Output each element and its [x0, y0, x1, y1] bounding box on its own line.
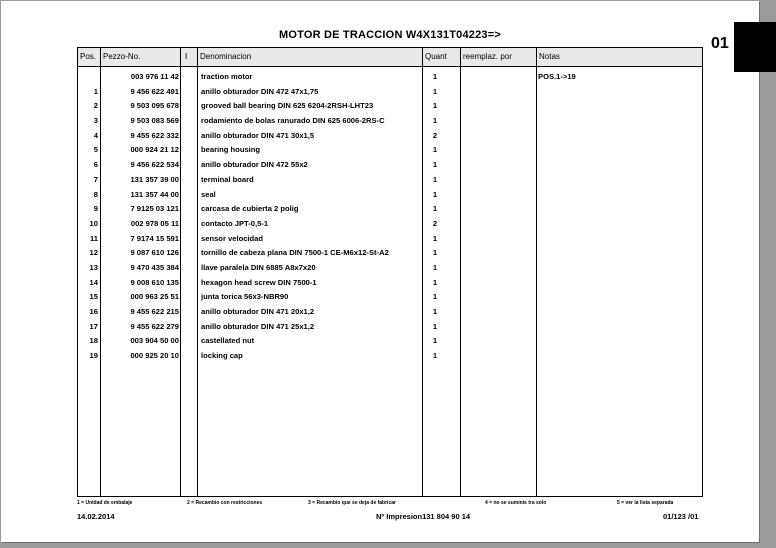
row-pos: 14 [89, 277, 98, 287]
table-row [78, 188, 702, 203]
row-pos: 18 [89, 336, 98, 346]
row-quantity: 1 [432, 277, 438, 287]
legend-note-5: 5 = ver la lista separada [617, 500, 674, 506]
header-i: I [180, 48, 197, 66]
row-pos: 8 [93, 189, 98, 199]
footer-legend [77, 500, 703, 510]
table-header [78, 48, 702, 67]
row-part-number: 9 503 083 569 [130, 116, 179, 126]
row-description: castellated nut [201, 336, 255, 346]
row-pos: 1 [93, 86, 98, 96]
row-quantity: 1 [432, 189, 438, 199]
row-part-number: 9 470 435 384 [130, 262, 179, 272]
row-quantity: 1 [432, 160, 438, 170]
row-part-number: 131 357 39 00 [130, 174, 179, 184]
row-part-number: 131 357 44 00 [130, 189, 179, 199]
page-number: 01/123 /01 [663, 512, 699, 521]
row-description: sensor velocidad [201, 233, 264, 243]
row-quantity: 1 [432, 233, 438, 243]
row-description: traction motor [201, 72, 253, 81]
row-part-number: 9 455 622 279 [130, 321, 179, 331]
row-part-number: 000 925 20 10 [130, 351, 179, 361]
row-quantity: 1 [432, 262, 438, 272]
row-part-number: 7 9125 03 121 [130, 204, 179, 214]
row-description: bearing housing [201, 145, 261, 155]
row-part-number: 9 455 622 215 [130, 307, 179, 316]
print-date: 14.02.2014 [77, 512, 115, 521]
row-quantity: 2 [432, 218, 438, 228]
row-quantity: 1 [432, 248, 438, 258]
legend-note-2: 2 = Recambio con restricciones [187, 500, 263, 506]
row-notes: POS.1->19 [538, 72, 576, 81]
row-description: anillo obturador DIN 471 30x1,5 [201, 130, 315, 140]
table-row [78, 334, 702, 349]
row-quantity: 1 [432, 86, 438, 96]
row-description: locking cap [201, 351, 243, 361]
table-row [78, 232, 702, 247]
row-description: anillo obturador DIN 472 47x1,75 [201, 86, 319, 96]
row-description: anillo obturador DIN 471 20x1,2 [201, 307, 315, 316]
row-pos: 13 [89, 262, 98, 272]
table-row [78, 129, 702, 144]
row-description: junta torica 56x3-NBR90 [201, 292, 289, 302]
table-row [78, 202, 702, 217]
table-row [78, 114, 702, 129]
row-part-number: 7 9174 15 591 [130, 233, 179, 243]
row-pos: 5 [93, 145, 98, 155]
row-part-number: 000 924 21 12 [130, 145, 179, 155]
row-description: carcasa de cubierta 2 polig [201, 204, 299, 214]
row-part-number: 9 455 622 332 [130, 130, 179, 140]
print-number: Nº Impresion131 804 90 14 [376, 512, 471, 521]
row-quantity: 1 [432, 145, 438, 155]
row-description: hexagon head screw DIN 7500-1 [201, 277, 317, 287]
header-quant: Quant [422, 48, 460, 66]
row-pos: 2 [93, 101, 98, 111]
row-description: anillo obturador DIN 472 55x2 [201, 160, 308, 170]
legend-note-3: 3 = Recambio que se deja de fabricar [308, 500, 396, 506]
row-part-number: 003 976 11 42 [130, 72, 179, 81]
row-description: tornillo de cabeza plana DIN 7500-1 CE-M6x12-St-A2 [201, 248, 389, 258]
header-reemplaz: reemplaz. por [460, 48, 536, 66]
row-part-number: 9 503 095 678 [130, 101, 179, 111]
table-body [78, 70, 702, 364]
row-part-number: 9 008 610 135 [130, 277, 179, 287]
row-part-number: 003 904 50 00 [130, 336, 179, 346]
row-part-number: 000 963 25 51 [130, 292, 179, 302]
row-quantity: 1 [432, 321, 438, 331]
table-row [78, 70, 702, 85]
row-description: anillo obturador DIN 471 25x1,2 [201, 321, 315, 331]
row-description: seal [201, 189, 216, 199]
row-pos: 17 [89, 321, 98, 331]
header-notas: Notas [536, 48, 702, 66]
header-denominacion: Denominacion [197, 48, 422, 66]
table-row [78, 173, 702, 188]
row-description: grooved ball bearing DIN 625 6204-2RSH-LHT23 [201, 101, 374, 111]
row-pos: 11 [89, 233, 98, 243]
row-part-number: 9 456 622 491 [130, 86, 179, 96]
row-quantity: 1 [432, 204, 438, 214]
row-pos: 7 [93, 174, 98, 184]
row-pos: 3 [93, 116, 98, 126]
row-pos: 4 [93, 130, 98, 140]
row-description: llave paralela DIN 6885 A8x7x20 [201, 262, 316, 272]
row-description: contacto JPT-0,5-1 [201, 218, 269, 228]
row-pos: 19 [89, 351, 98, 361]
parts-sheet [1, 1, 759, 542]
row-description: rodamiento de bolas ranurado DIN 625 6006-2RS-C [201, 116, 385, 126]
row-pos: 12 [89, 248, 98, 258]
page-title: MOTOR DE TRACCION W4X131T04223=> [279, 29, 501, 41]
table-row [78, 261, 702, 276]
row-pos: 16 [89, 307, 98, 316]
row-quantity: 1 [432, 116, 438, 126]
table-row [78, 320, 702, 335]
table-row [78, 217, 702, 232]
header-pezzo: Pezzo-No. [100, 48, 180, 66]
row-pos: 9 [93, 204, 98, 214]
row-part-number: 9 087 610 126 [130, 248, 179, 258]
table-row [78, 276, 702, 291]
row-quantity: 1 [432, 351, 438, 361]
section-tab [734, 22, 776, 72]
table-row [78, 305, 702, 320]
table-row [78, 349, 702, 364]
row-quantity: 1 [432, 101, 438, 111]
row-quantity: 1 [432, 307, 438, 316]
row-pos: 6 [93, 160, 98, 170]
row-quantity: 1 [432, 174, 438, 184]
row-quantity: 2 [432, 130, 438, 140]
row-pos: 10 [89, 218, 98, 228]
row-pos: 15 [89, 292, 98, 302]
row-part-number: 9 456 622 534 [130, 160, 179, 170]
row-part-number: 002 978 05 11 [130, 218, 179, 228]
legend-note-4: 4 = no se suminis tra solo [485, 500, 547, 506]
header-pos: Pos. [80, 52, 97, 61]
parts-table [77, 47, 703, 497]
row-quantity: 1 [432, 336, 438, 346]
table-row [78, 143, 702, 158]
table-row [78, 85, 702, 100]
section-number: 01 [711, 35, 729, 52]
table-row [78, 246, 702, 261]
table-row [78, 99, 702, 114]
row-description: terminal board [201, 174, 254, 184]
row-quantity: 1 [432, 292, 438, 302]
table-row [78, 290, 702, 305]
legend-note-1: 1 = Unidad de embalaje [77, 500, 133, 506]
table-row [78, 158, 702, 173]
row-quantity: 1 [432, 72, 438, 81]
